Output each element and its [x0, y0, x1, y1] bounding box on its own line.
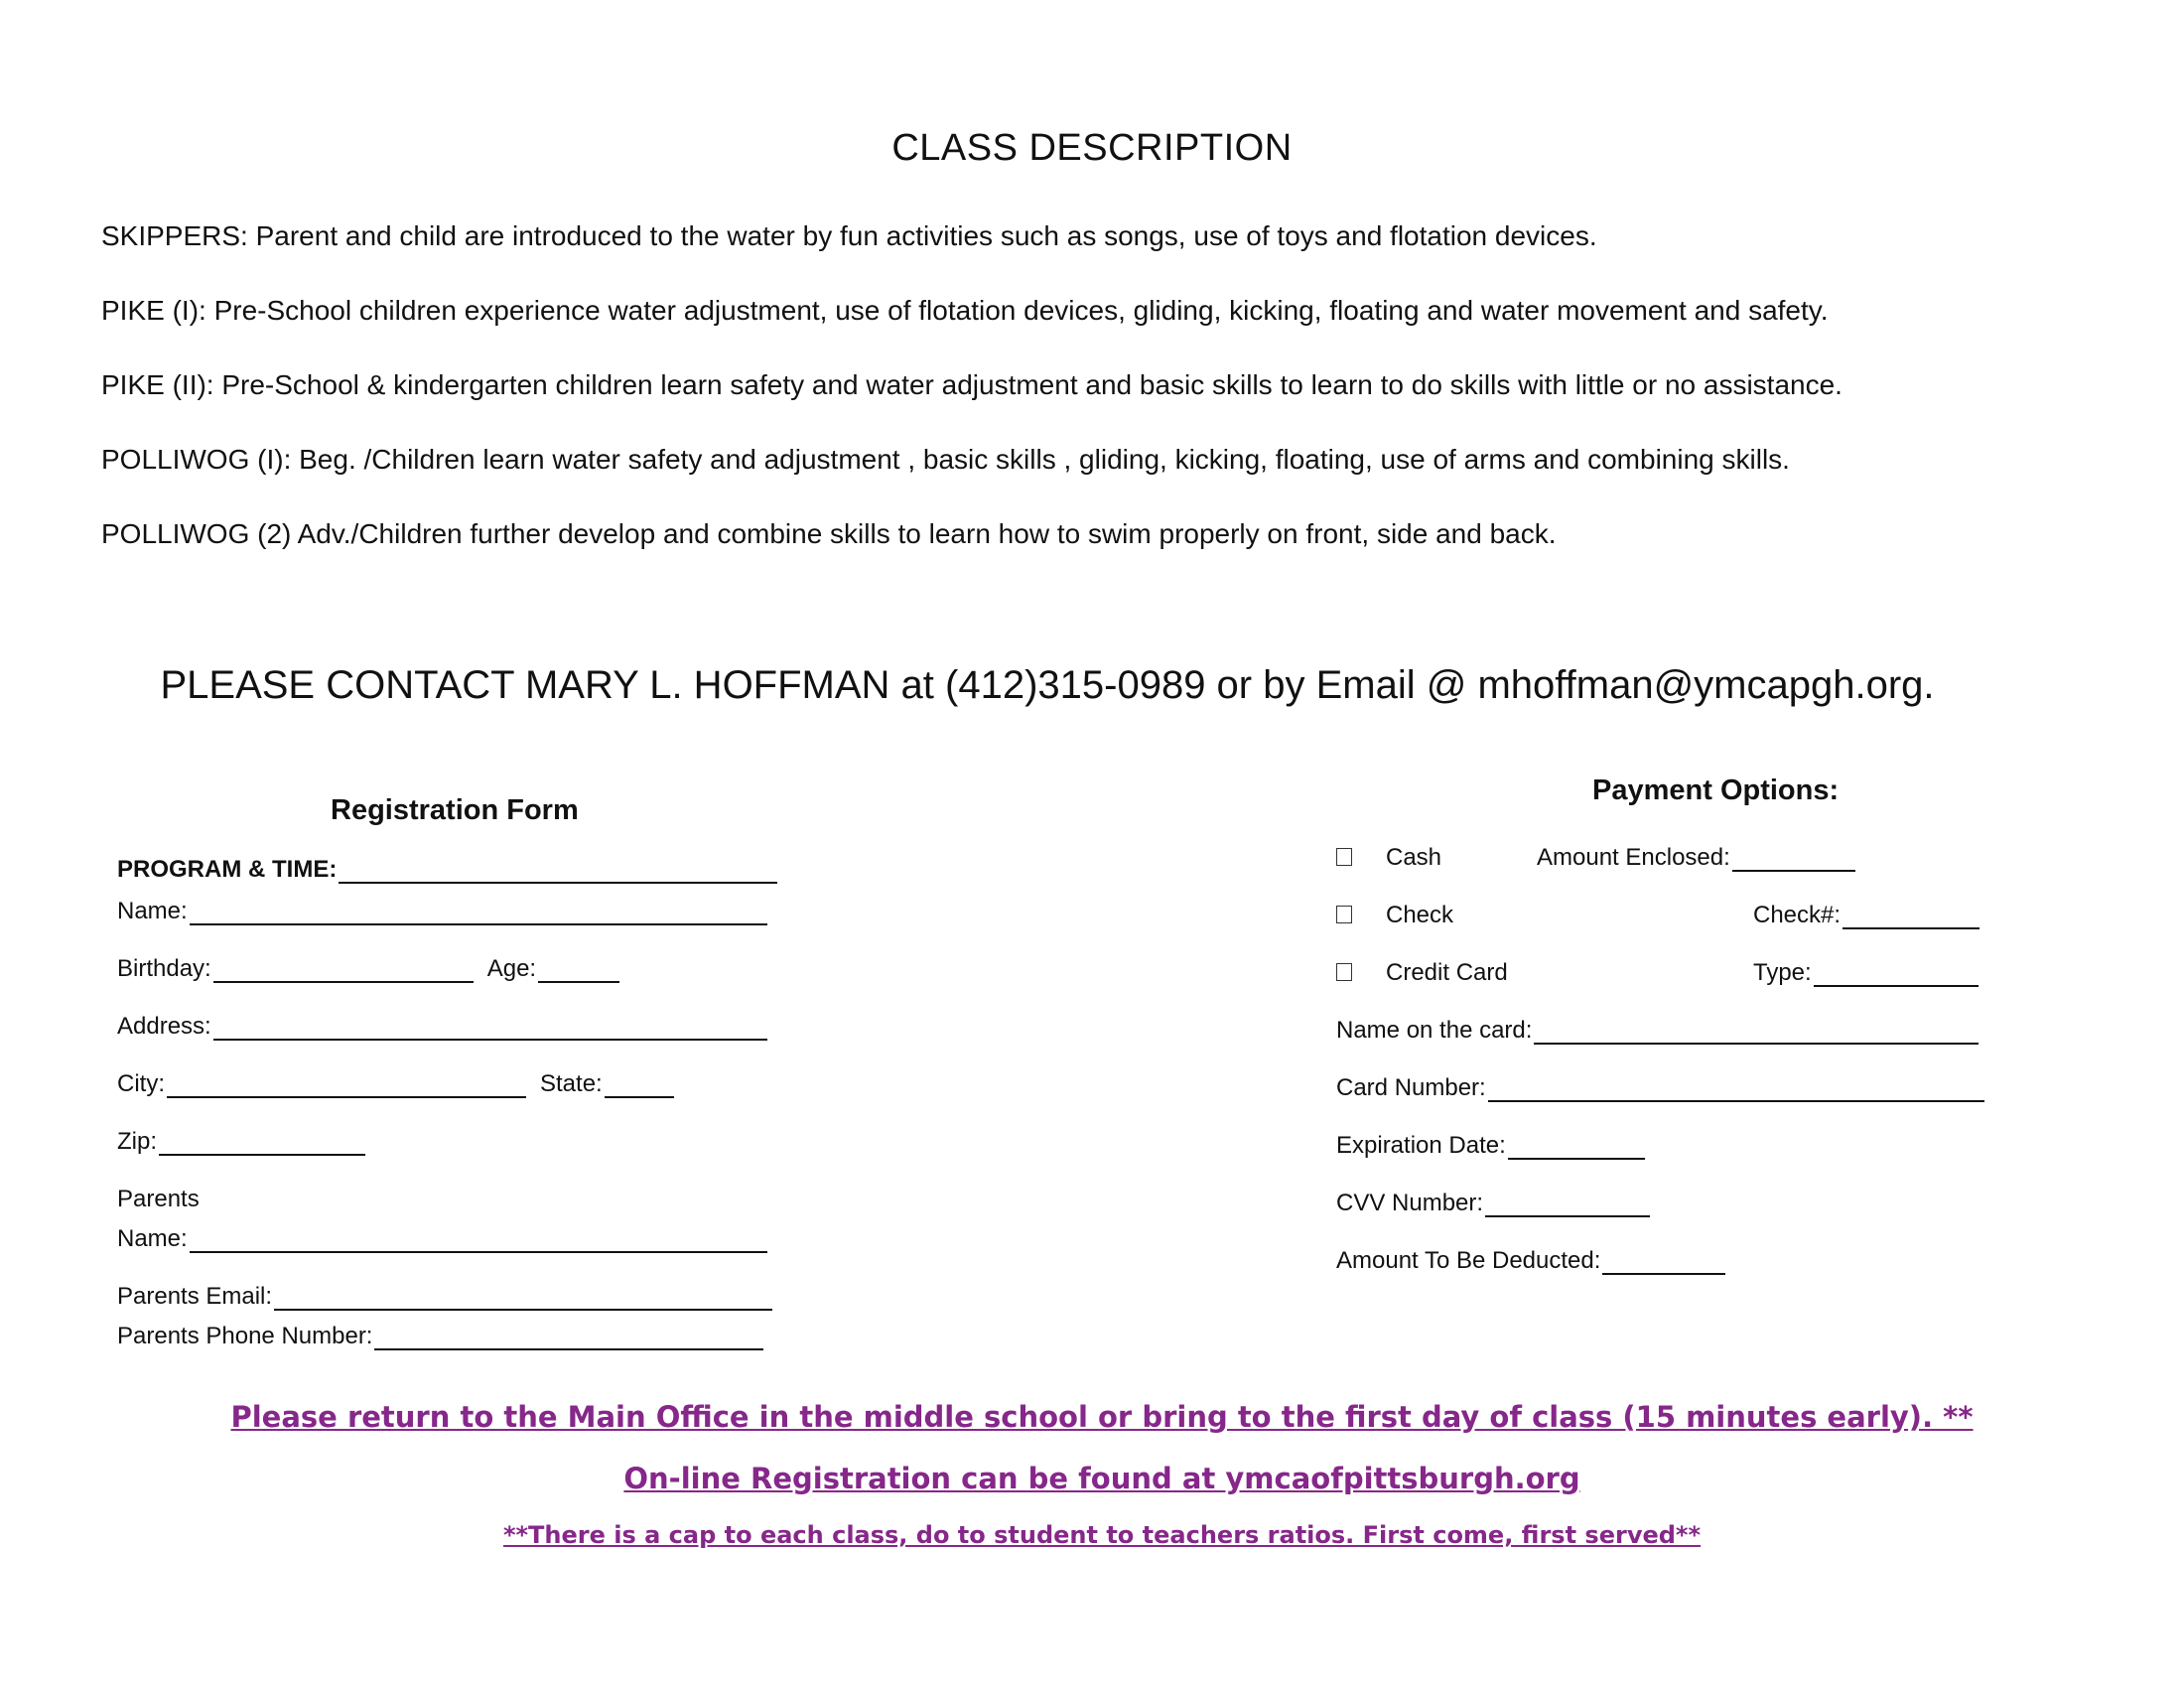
payment-options-title: Payment Options:: [1592, 774, 1840, 806]
amount-deducted-line[interactable]: [1602, 1251, 1725, 1275]
parents-label: Parents: [117, 1186, 200, 1212]
card-type-field[interactable]: [1753, 959, 1979, 987]
birthday-line[interactable]: [213, 959, 474, 983]
amount-enclosed-line[interactable]: [1732, 848, 1855, 872]
card-number-line[interactable]: [1488, 1078, 1984, 1102]
address-field[interactable]: [117, 1013, 767, 1041]
description-polliwog-1: POLLIWOG (I): Beg. /Children learn water safety and adjustment , basic skills , gliding, kicking, floating, use of arms and combining skills.: [101, 444, 1790, 475]
parents-name-label: Name:: [117, 1225, 188, 1252]
parents-phone-label: Parents Phone Number:: [117, 1323, 373, 1349]
credit-card-checkbox[interactable]: [1336, 963, 1352, 981]
name-on-card-label: Name on the card:: [1336, 1017, 1533, 1044]
expiration-field[interactable]: [1336, 1132, 1645, 1160]
expiration-label: Expiration Date:: [1336, 1132, 1506, 1159]
card-number-field[interactable]: [1336, 1074, 1984, 1102]
parents-name-line[interactable]: [190, 1229, 767, 1253]
parents-email-field[interactable]: [117, 1283, 772, 1311]
birthday-field[interactable]: [117, 955, 619, 983]
description-pike-1: PIKE (I): Pre-School children experience water adjustment, use of flotation devices, gliding, kicking, floating and water movement and safety.: [101, 295, 1829, 326]
return-note: Please return to the Main Office in the middle school or bring to the first day of class (15 minutes early). **: [230, 1400, 1974, 1434]
registration-form-title: Registration Form: [331, 794, 579, 826]
state-line[interactable]: [605, 1074, 674, 1098]
check-checkbox[interactable]: [1336, 906, 1352, 923]
zip-label: Zip:: [117, 1128, 158, 1155]
name-label: Name:: [117, 898, 188, 924]
card-number-label: Card Number:: [1336, 1074, 1486, 1101]
city-label: City:: [117, 1070, 165, 1097]
cvv-field[interactable]: [1336, 1190, 1650, 1217]
cvv-line[interactable]: [1485, 1194, 1650, 1217]
name-line[interactable]: [190, 902, 767, 925]
age-line[interactable]: [538, 959, 619, 983]
credit-card-label: Credit Card: [1386, 959, 1508, 986]
program-time-field[interactable]: [117, 856, 777, 884]
city-field[interactable]: [117, 1070, 674, 1098]
parents-phone-line[interactable]: [374, 1327, 763, 1350]
name-on-card-field[interactable]: [1336, 1017, 1979, 1045]
description-polliwog-2: POLLIWOG (2) Adv./Children further develop and combine skills to learn how to swim properly on front, side and back.: [101, 518, 1557, 549]
address-line[interactable]: [213, 1017, 767, 1041]
check-number-field[interactable]: [1753, 902, 1979, 929]
description-pike-2: PIKE (II): Pre-School & kindergarten children learn safety and water adjustment and basic skills to learn to do skills with little or no assistance.: [101, 369, 1843, 400]
amount-enclosed-label: Amount Enclosed:: [1537, 844, 1730, 871]
contact-line: PLEASE CONTACT MARY L. HOFFMAN at (412)315-0989 or by Email @ mhoffman@ymcapgh.org.: [160, 663, 1935, 707]
amount-deducted-label: Amount To Be Deducted:: [1336, 1247, 1601, 1274]
expiration-line[interactable]: [1508, 1136, 1645, 1160]
cvv-label: CVV Number:: [1336, 1190, 1484, 1216]
check-number-line[interactable]: [1843, 906, 1979, 929]
parents-name-field[interactable]: [117, 1225, 767, 1253]
card-type-line[interactable]: [1814, 963, 1979, 987]
parents-email-line[interactable]: [274, 1287, 772, 1311]
parents-email-label: Parents Email:: [117, 1283, 273, 1310]
amount-deducted-field[interactable]: [1336, 1247, 1725, 1275]
birthday-label: Birthday:: [117, 955, 211, 982]
city-line[interactable]: [167, 1074, 526, 1098]
cash-checkbox[interactable]: [1336, 848, 1352, 866]
zip-field[interactable]: [117, 1128, 365, 1156]
state-label: State:: [540, 1070, 603, 1097]
address-label: Address:: [117, 1013, 211, 1040]
cash-label: Cash: [1386, 844, 1442, 871]
amount-enclosed-field[interactable]: [1537, 844, 1855, 872]
zip-line[interactable]: [159, 1132, 365, 1156]
parents-phone-field[interactable]: [117, 1323, 763, 1350]
program-time-label: PROGRAM & TIME:: [117, 856, 338, 883]
name-field[interactable]: [117, 898, 767, 925]
check-label: Check: [1386, 902, 1454, 928]
description-skippers: SKIPPERS: Parent and child are introduced to the water by fun activities such as songs, use of toys and flotation devices.: [101, 220, 1597, 251]
class-cap-note: **There is a cap to each class, do to student to teachers ratios. First come, first served**: [502, 1521, 1702, 1549]
check-number-label: Check#:: [1753, 902, 1842, 928]
online-registration-note: On-line Registration can be found at ymcaofpittsburgh.org: [623, 1462, 1580, 1495]
card-type-label: Type:: [1753, 959, 1812, 986]
name-on-card-line[interactable]: [1534, 1021, 1979, 1045]
age-label: Age:: [486, 955, 537, 982]
program-time-line[interactable]: [339, 860, 777, 884]
page-title: CLASS DESCRIPTION: [891, 127, 1293, 169]
